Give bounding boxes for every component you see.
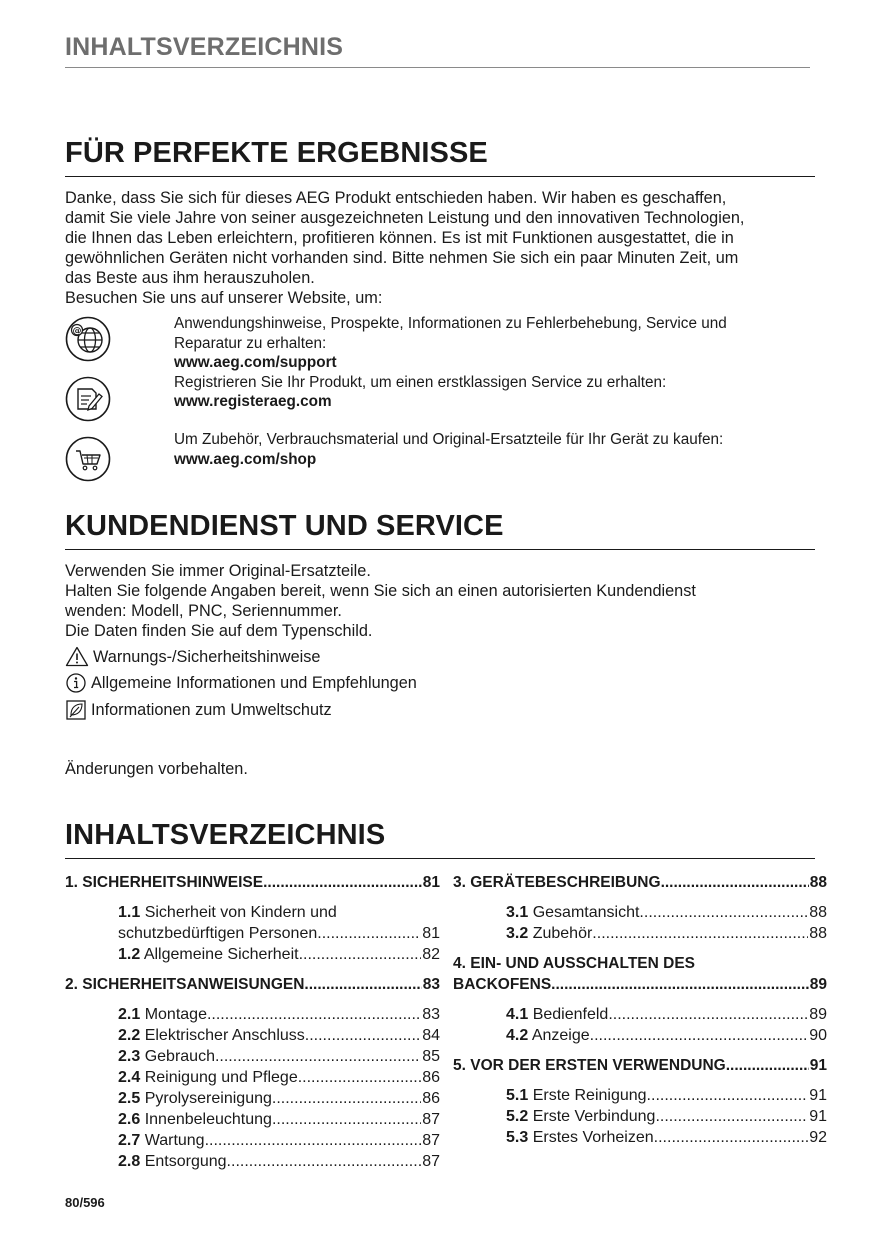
support-url-link[interactable]: www.aeg.com/support — [174, 354, 337, 371]
service-line: Die Daten finden Sie auf dem Typenschild. — [65, 622, 373, 640]
toc-entry-main[interactable]: 5. VOR DER ERSTEN VERWENDUNG ..... 91 — [453, 1055, 827, 1076]
running-header: INHALTSVERZEICHNIS — [65, 33, 344, 61]
toc-entry-sub[interactable]: 5.2 Erste Verbindung ..... 91 — [506, 1106, 827, 1127]
support-text-line: Anwendungshinweise, Prospekte, Informationen zu Fehlerbehebung, Service und — [174, 315, 727, 332]
toc-column-left — [65, 872, 440, 1172]
toc-entry-sub[interactable]: 2.7 Wartung ..... 87 — [118, 1130, 440, 1151]
shop-url-link[interactable]: www.aeg.com/shop — [174, 450, 317, 468]
section-title-results: FÜR PERFEKTE ERGEBNISSE — [65, 137, 488, 169]
intro-paragraph — [65, 188, 815, 308]
section-rule — [65, 176, 815, 177]
toc-column-right — [453, 872, 827, 1148]
toc-sub-group — [453, 1004, 827, 1046]
toc-entry-main[interactable]: 1. SICHERHEITSHINWEISE ..... 81 — [65, 872, 440, 893]
environment-leaf-icon — [65, 700, 87, 720]
header-rule — [65, 67, 810, 68]
symbol-legend-environment — [65, 700, 332, 720]
toc-title: INHALTSVERZEICHNIS — [65, 819, 386, 851]
section-title-service: KUNDENDIENST UND SERVICE — [65, 510, 504, 542]
info-icon — [65, 673, 87, 693]
toc-entry-sub[interactable]: 5.1 Erste Reinigung ..... 91 — [506, 1085, 827, 1106]
toc-entry-sub[interactable]: 2.6 Innenbeleuchtung ..... 87 — [118, 1109, 440, 1130]
toc-entry-sub[interactable]: 5.3 Erstes Vorheizen ..... 92 — [506, 1127, 827, 1148]
toc-sub-group — [65, 1004, 440, 1172]
symbol-label: Warnungs-/Sicherheitshinweise — [93, 647, 321, 666]
shop-cart-icon — [65, 436, 111, 482]
page-number: 80/596 — [65, 1195, 105, 1210]
toc-entry-sub[interactable]: 1.1 Sicherheit von Kindern und schutzbedürftigen Personen ..... 81 — [65, 902, 440, 944]
intro-line: Danke, dass Sie sich für dieses AEG Produkt entschieden haben. Wir haben es geschaffen, — [65, 189, 727, 207]
register-url-link[interactable]: www.registeraeg.com — [174, 393, 332, 410]
register-text-line: Registrieren Sie Ihr Produkt, um einen erstklassigen Service zu erhalten: — [174, 373, 667, 391]
toc-entry-sub[interactable]: 2.8 Entsorgung ..... 87 — [118, 1151, 440, 1172]
intro-line: Besuchen Sie uns auf unserer Website, um: — [65, 289, 383, 307]
service-line: wenden: Modell, PNC, Seriennummer. — [65, 602, 342, 620]
shop-link-block — [174, 430, 723, 469]
section-rule — [65, 549, 815, 550]
symbol-legend-warning — [65, 646, 320, 667]
toc-entry-sub[interactable]: 2.1 Montage ..... 83 — [118, 1004, 440, 1025]
intro-line: damit Sie viele Jahre von seiner ausgezeichneten Leistung und den innovativen Technologien, — [65, 209, 745, 227]
symbol-label: Informationen zum Umweltschutz — [91, 701, 332, 719]
support-text-line: Reparatur zu erhalten: — [174, 334, 327, 352]
toc-entry-sub[interactable]: 4.1 Bedienfeld ..... 89 — [506, 1004, 827, 1025]
intro-line: gewöhnlichen Geräten nicht vorhanden sind. Bitte nehmen Sie sich ein paar Minuten Zeit, um — [65, 249, 739, 267]
service-line: Halten Sie folgende Angaben bereit, wenn Sie sich an einen autorisierten Kundendienst — [65, 582, 696, 600]
toc-entry-sub[interactable]: 2.3 Gebrauch ..... 85 — [118, 1046, 440, 1067]
symbol-label: Allgemeine Informationen und Empfehlungen — [91, 674, 417, 692]
toc-entry-sub[interactable]: 2.2 Elektrischer Anschluss ..... 84 — [118, 1025, 440, 1046]
svg-text:@: @ — [72, 326, 82, 337]
shop-text-line: Um Zubehör, Verbrauchsmaterial und Original-Ersatzteile für Ihr Gerät zu kaufen: — [174, 431, 724, 448]
service-line: Verwenden Sie immer Original-Ersatzteile. — [65, 562, 371, 580]
toc-entry-main[interactable]: 2. SICHERHEITSANWEISUNGEN ..... 83 — [65, 974, 440, 995]
toc-entry-main[interactable]: 3. GERÄTEBESCHREIBUNG ..... 88 — [453, 872, 827, 893]
register-icon — [65, 376, 111, 422]
warning-icon — [65, 646, 89, 667]
service-paragraph — [65, 561, 815, 641]
support-link-block — [174, 314, 727, 412]
toc-entry-sub[interactable]: 3.1 Gesamtansicht ..... 88 — [506, 902, 827, 923]
toc-entry-main[interactable]: 4. EIN- UND AUSSCHALTEN DES BACKOFENS ..... 89 — [453, 953, 827, 995]
intro-line: das Beste aus ihm herauszuholen. — [65, 269, 315, 287]
web-support-icon — [65, 316, 111, 362]
toc-entry-sub[interactable]: 3.2 Zubehör ..... 88 — [506, 923, 827, 944]
intro-line: die Ihnen das Leben erleichtern, profitieren können. Es ist mit Funktionen ausgestattet, die in — [65, 229, 734, 247]
section-rule — [65, 858, 815, 859]
toc-entry-sub[interactable]: 4.2 Anzeige ..... 90 — [506, 1025, 827, 1046]
toc-entry-sub[interactable]: 1.2 Allgemeine Sicherheit ..... 82 — [65, 944, 440, 965]
symbol-legend-info — [65, 673, 417, 693]
changes-note: Änderungen vorbehalten. — [65, 760, 248, 778]
toc-sub-group — [453, 1085, 827, 1148]
toc-entry-sub[interactable]: 2.4 Reinigung und Pflege ..... 86 — [118, 1067, 440, 1088]
toc-sub-group — [453, 902, 827, 944]
toc-entry-sub[interactable]: 2.5 Pyrolysereinigung ..... 86 — [118, 1088, 440, 1109]
